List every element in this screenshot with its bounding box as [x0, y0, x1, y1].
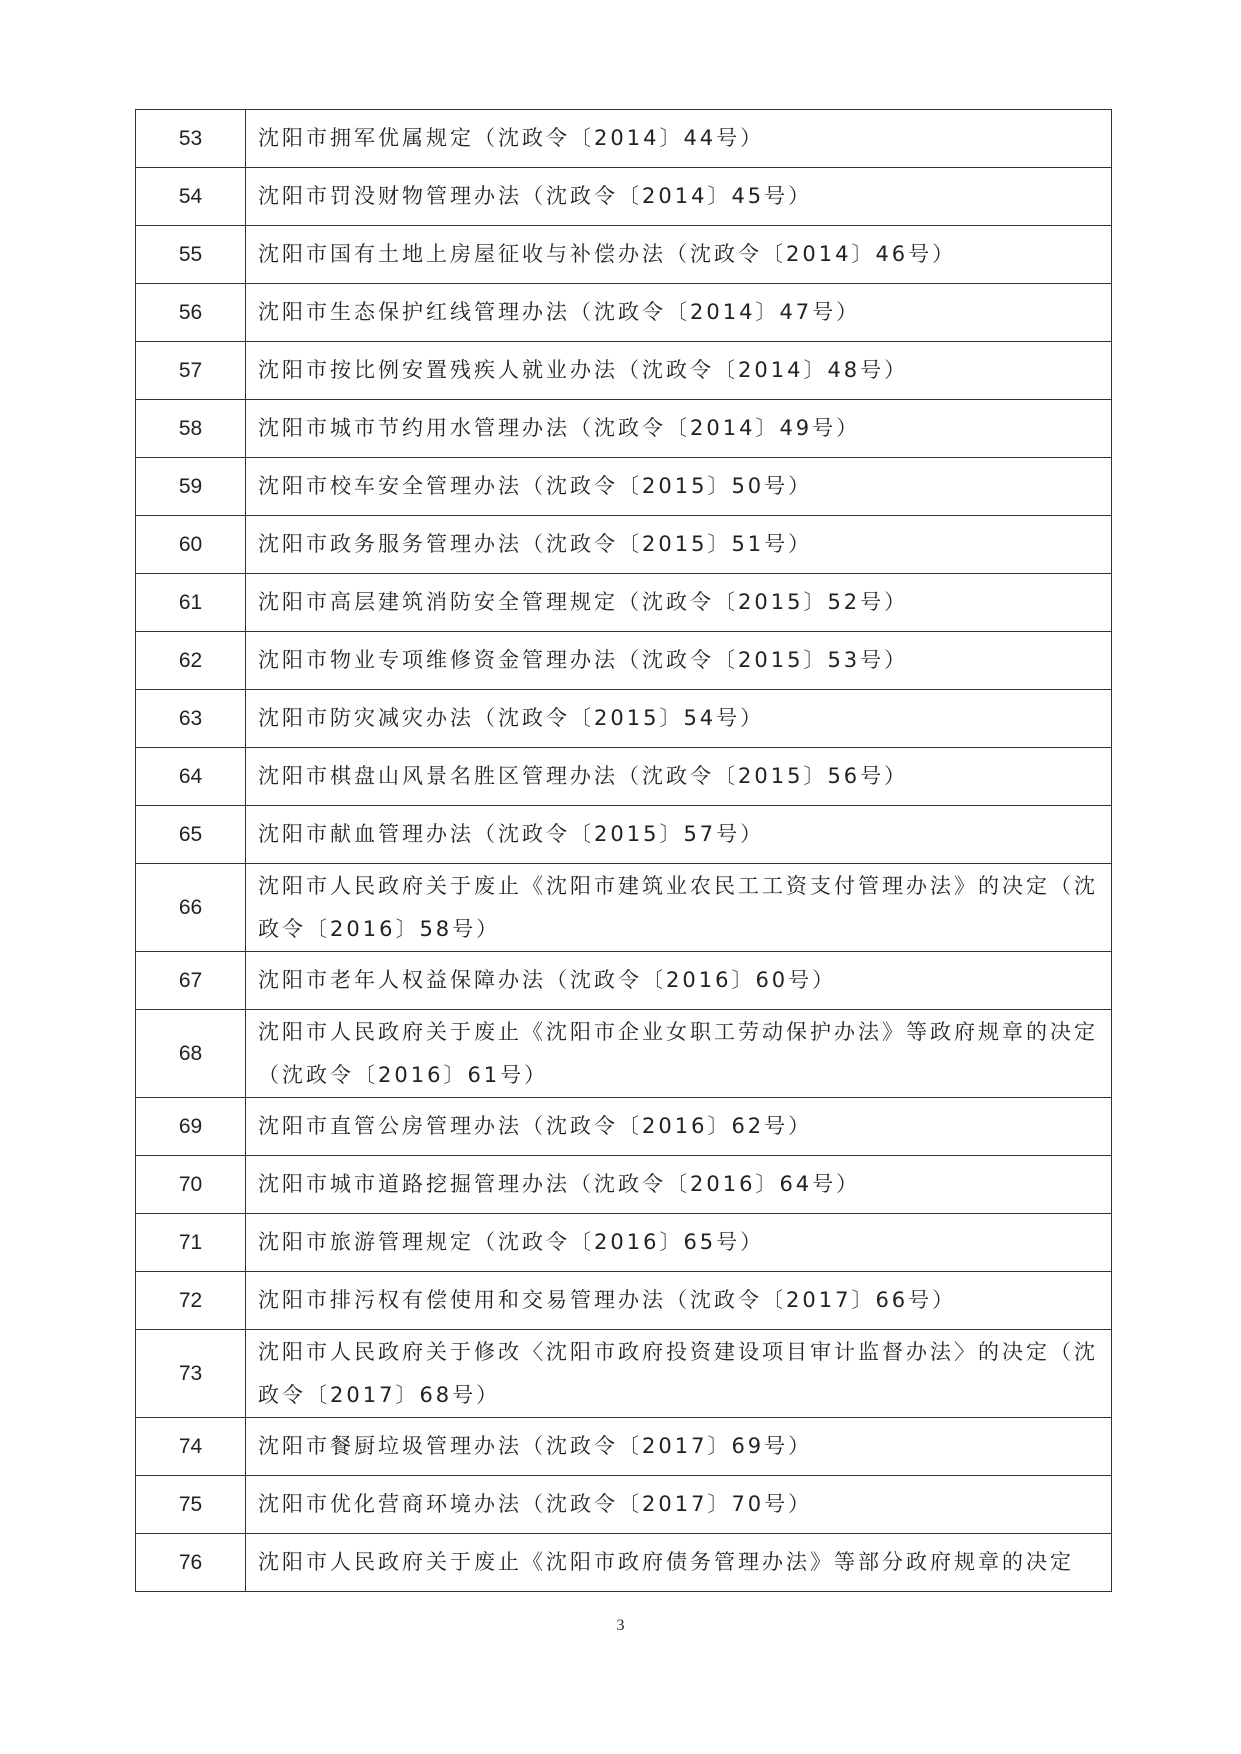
row-title: 沈阳市罚没财物管理办法（沈政令〔2014〕45号）	[246, 168, 1112, 226]
table-row	[136, 1418, 1112, 1476]
row-number: 59	[136, 458, 246, 516]
table-row	[136, 1272, 1112, 1330]
row-number: 76	[136, 1534, 246, 1592]
row-title: 沈阳市人民政府关于废止《沈阳市建筑业农民工工资支付管理办法》的决定（沈政令〔2016〕58号）	[246, 864, 1112, 952]
table-row	[136, 110, 1112, 168]
row-title: 沈阳市按比例安置残疾人就业办法（沈政令〔2014〕48号）	[246, 342, 1112, 400]
table-row	[136, 342, 1112, 400]
table-row	[136, 1010, 1112, 1098]
table-row	[136, 632, 1112, 690]
row-number: 65	[136, 806, 246, 864]
row-title: 沈阳市政务服务管理办法（沈政令〔2015〕51号）	[246, 516, 1112, 574]
row-title: 沈阳市献血管理办法（沈政令〔2015〕57号）	[246, 806, 1112, 864]
row-title: 沈阳市餐厨垃圾管理办法（沈政令〔2017〕69号）	[246, 1418, 1112, 1476]
row-title: 沈阳市直管公房管理办法（沈政令〔2016〕62号）	[246, 1098, 1112, 1156]
table-row	[136, 284, 1112, 342]
row-title: 沈阳市物业专项维修资金管理办法（沈政令〔2015〕53号）	[246, 632, 1112, 690]
regulations-table	[135, 109, 1112, 1592]
row-number: 54	[136, 168, 246, 226]
row-title: 沈阳市人民政府关于修改〈沈阳市政府投资建设项目审计监督办法〉的决定（沈政令〔2017〕68号）	[246, 1330, 1112, 1418]
row-number: 73	[136, 1330, 246, 1418]
table-row	[136, 1156, 1112, 1214]
row-title: 沈阳市防灾减灾办法（沈政令〔2015〕54号）	[246, 690, 1112, 748]
row-title: 沈阳市生态保护红线管理办法（沈政令〔2014〕47号）	[246, 284, 1112, 342]
table-row	[136, 1330, 1112, 1418]
row-number: 66	[136, 864, 246, 952]
row-number: 64	[136, 748, 246, 806]
row-number: 74	[136, 1418, 246, 1476]
row-number: 72	[136, 1272, 246, 1330]
table-row	[136, 952, 1112, 1010]
row-number: 55	[136, 226, 246, 284]
row-title: 沈阳市人民政府关于废止《沈阳市政府债务管理办法》等部分政府规章的决定	[246, 1534, 1112, 1592]
table-row	[136, 806, 1112, 864]
row-title: 沈阳市国有土地上房屋征收与补偿办法（沈政令〔2014〕46号）	[246, 226, 1112, 284]
table-row	[136, 690, 1112, 748]
page-number: 3	[616, 1617, 625, 1634]
row-number: 53	[136, 110, 246, 168]
row-number: 70	[136, 1156, 246, 1214]
row-title: 沈阳市旅游管理规定（沈政令〔2016〕65号）	[246, 1214, 1112, 1272]
row-title: 沈阳市校车安全管理办法（沈政令〔2015〕50号）	[246, 458, 1112, 516]
row-title: 沈阳市排污权有偿使用和交易管理办法（沈政令〔2017〕66号）	[246, 1272, 1112, 1330]
table-row	[136, 168, 1112, 226]
row-title: 沈阳市优化营商环境办法（沈政令〔2017〕70号）	[246, 1476, 1112, 1534]
row-number: 57	[136, 342, 246, 400]
row-title: 沈阳市拥军优属规定（沈政令〔2014〕44号）	[246, 110, 1112, 168]
table-row	[136, 516, 1112, 574]
table-row	[136, 1534, 1112, 1592]
table-row	[136, 574, 1112, 632]
table-row	[136, 748, 1112, 806]
table-row	[136, 1098, 1112, 1156]
table-row	[136, 1214, 1112, 1272]
row-number: 61	[136, 574, 246, 632]
row-title: 沈阳市人民政府关于废止《沈阳市企业女职工劳动保护办法》等政府规章的决定（沈政令〔2016〕61号）	[246, 1010, 1112, 1098]
row-number: 60	[136, 516, 246, 574]
row-number: 62	[136, 632, 246, 690]
row-number: 58	[136, 400, 246, 458]
row-number: 68	[136, 1010, 246, 1098]
table-row	[136, 226, 1112, 284]
row-title: 沈阳市城市道路挖掘管理办法（沈政令〔2016〕64号）	[246, 1156, 1112, 1214]
row-title: 沈阳市棋盘山风景名胜区管理办法（沈政令〔2015〕56号）	[246, 748, 1112, 806]
row-number: 67	[136, 952, 246, 1010]
table-row	[136, 864, 1112, 952]
table-row	[136, 1476, 1112, 1534]
table-row	[136, 400, 1112, 458]
row-title: 沈阳市老年人权益保障办法（沈政令〔2016〕60号）	[246, 952, 1112, 1010]
row-title: 沈阳市高层建筑消防安全管理规定（沈政令〔2015〕52号）	[246, 574, 1112, 632]
row-number: 63	[136, 690, 246, 748]
row-number: 71	[136, 1214, 246, 1272]
row-number: 69	[136, 1098, 246, 1156]
table-row	[136, 458, 1112, 516]
row-number: 75	[136, 1476, 246, 1534]
row-title: 沈阳市城市节约用水管理办法（沈政令〔2014〕49号）	[246, 400, 1112, 458]
row-number: 56	[136, 284, 246, 342]
